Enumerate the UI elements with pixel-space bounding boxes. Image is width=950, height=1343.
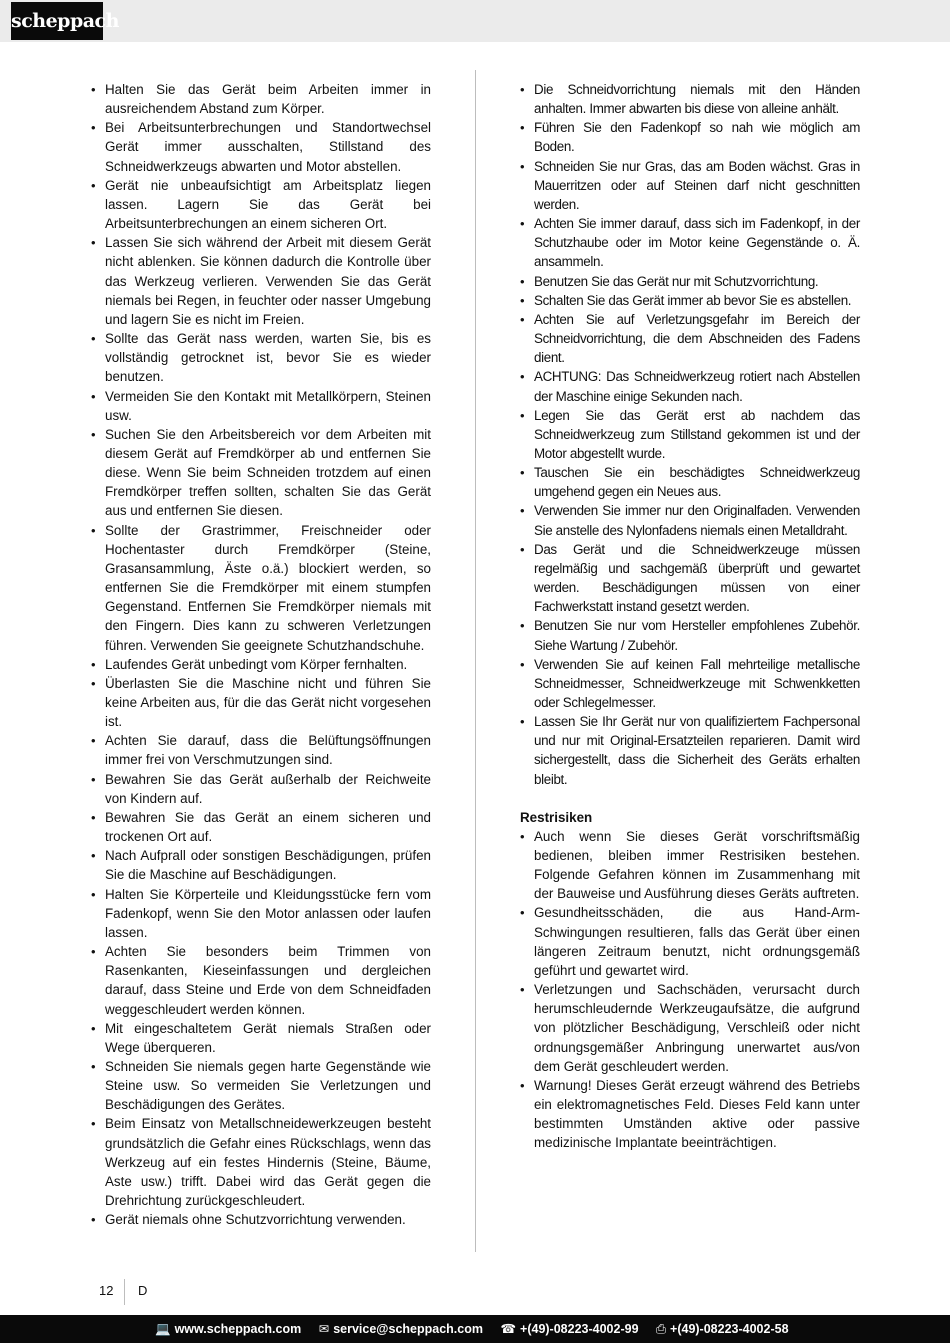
list-item: • Sollte der Grastrimmer, Freischneider oder Hochentaster durch Fremdkörper (Steine, Grasansammlung, Äste o.ä.) blockiert werden, so entfernen Sie die Fremdkörper mit einem stumpfen Gegenstand. Entfernen Sie Fremdkörper niemals mit den Fingern. Dies kann zu schweren Verletzungen führen. Verwenden Sie geeignete Schutzhandschuhe. [90, 521, 431, 655]
list-item: • Schneiden Sie niemals gegen harte Gegenstände wie Steine usw. So vermeiden Sie Verletzungen und Beschädigungen des Gerätes. [90, 1057, 431, 1114]
list-item: • Sollte das Gerät nass werden, warten Sie, bis es vollständig getrocknet ist, bevor Sie es wieder benutzen. [90, 329, 431, 386]
left-column [90, 80, 431, 1229]
fax-icon: ⎙ [656, 1322, 667, 1336]
safety-list-left [90, 80, 431, 1229]
list-item: • Tauschen Sie ein beschädigtes Schneidwerkzeug umgehend gegen ein Neues aus. [519, 463, 860, 501]
list-item: • Gesundheitsschäden, die aus Hand-Arm-Schwingungen resultieren, falls das Gerät über einen längeren Zeitraum benutzt, nicht ordnungsgemäß geführt und gewartet wird. [519, 903, 860, 980]
footer-email[interactable] [319, 1315, 483, 1343]
page-number-divider [124, 1279, 125, 1305]
list-item: • Beim Einsatz von Metallschneidewerkzeugen besteht grundsätzlich die Gefahr eines Rückschlags, wenn das Werkzeug auf ein festes Hindernis (Steine, Bäume, Aste usw.) trifft. Dabei wird das Gerät gegen die Drehrichtung zurückgeschleudert. [90, 1114, 431, 1210]
list-item: • Die Schneidvorrichtung niemals mit den Händen anhalten. Immer abwarten bis diese von alleine anhält. [519, 80, 860, 118]
page-number: 12 [99, 1283, 114, 1298]
list-item: • Nach Aufprall oder sonstigen Beschädigungen, prüfen Sie die Maschine auf Beschädigungen. [90, 846, 431, 884]
list-item: • Bewahren Sie das Gerät an einem sicheren und trockenen Ort auf. [90, 808, 431, 846]
list-item: • Suchen Sie den Arbeitsbereich vor dem Arbeiten mit diesem Gerät auf Fremdkörper ab und entfernen Sie diese. Wenn Sie beim Schneiden trotzdem auf einen Fremdkörper treffen sollten, schalten Sie das Gerät aus und entfernen Sie diesen. [90, 425, 431, 521]
list-item: • Vermeiden Sie den Kontakt mit Metallkörpern, Steinen usw. [90, 387, 431, 425]
top-bar [0, 0, 950, 42]
footer-fax [656, 1315, 789, 1343]
phone-number: +(49)-08223-4002-99 [520, 1322, 639, 1336]
list-item: • Mit eingeschaltetem Gerät niemals Straßen oder Wege überqueren. [90, 1019, 431, 1057]
list-item: • Gerät niemals ohne Schutzvorrichtung verwenden. [90, 1210, 431, 1229]
email-link[interactable]: service@scheppach.com [333, 1322, 483, 1336]
footer-phone [500, 1315, 638, 1343]
section-heading-restrisiken: Restrisiken [520, 809, 593, 825]
list-item: • Benutzen Sie das Gerät nur mit Schutzvorrichtung. [519, 272, 860, 291]
list-item: • Achten Sie immer darauf, dass sich im Fadenkopf, in der Schutzhaube oder im Motor keine Gegenstände o. Ä. ansammeln. [519, 214, 860, 271]
residual-risks-list [519, 827, 860, 1153]
list-item: • Verletzungen und Sachschäden, verursacht durch herumschleudernde Werkzeugaufsätze, die aufgrund von plötzlicher Beschädigung, Verschleiß oder nicht ordnungsgemäßer Anbringung unerwartet aus/von dem Gerät geschleudert werden. [519, 980, 860, 1076]
right-column [519, 80, 860, 1152]
column-divider [475, 70, 476, 1252]
computer-icon: 💻 [155, 1322, 171, 1336]
fax-number: +(49)-08223-4002-58 [670, 1322, 789, 1336]
footer-website[interactable] [155, 1315, 301, 1343]
list-item: • Verwenden Sie auf keinen Fall mehrteilige metallische Schneidmesser, Schneidwerkzeuge mit Schwenkketten oder Schlegelmesser. [519, 655, 860, 712]
list-item: • Lassen Sie sich während der Arbeit mit diesem Gerät nicht ablenken. Sie können dadurch die Kontrolle über das Werkzeug verlieren. Verwenden Sie das Gerät niemals bei Regen, in feuchter oder nasser Umgebung und lagern Sie es nicht im Freien. [90, 233, 431, 329]
list-item: • Verwenden Sie immer nur den Originalfaden. Verwenden Sie anstelle des Nylonfadens niemals einen Metalldraht. [519, 501, 860, 539]
list-item: • Achten Sie besonders beim Trimmen von Rasenkanten, Kieseinfassungen und dergleichen darauf, dass Steine und Erde von dem Schneidfaden weggeschleudert werden können. [90, 942, 431, 1019]
safety-list-right [519, 80, 860, 789]
scheppach-logo: scheppach [11, 2, 103, 40]
website-link[interactable]: www.scheppach.com [174, 1322, 302, 1336]
list-item: • Auch wenn Sie dieses Gerät vorschriftsmäßig bedienen, bleiben immer Restrisiken bestehen. Folgende Gefahren können im Zusammenhang mit der Bauweise und Ausführung dieses Geräts auftreten. [519, 827, 860, 904]
phone-icon: ☎ [500, 1322, 517, 1336]
list-item: • Führen Sie den Fadenkopf so nah wie möglich am Boden. [519, 118, 860, 156]
list-item: • Lassen Sie Ihr Gerät nur von qualifiziertem Fachpersonal und nur mit Original-Ersatzteilen reparieren. Damit wird sichergestellt, dass die Sicherheit des Geräts erhalten bleibt. [519, 712, 860, 789]
list-item: • Schneiden Sie nur Gras, das am Boden wächst. Gras in Mauerritzen oder auf Steinen darf nicht geschnitten werden. [519, 157, 860, 214]
footer-bar [0, 1315, 950, 1343]
list-item: • ACHTUNG: Das Schneidwerkzeug rotiert nach Abstellen der Maschine einige Sekunden nach. [519, 367, 860, 405]
list-item: • Halten Sie das Gerät beim Arbeiten immer in ausreichendem Abstand zum Körper. [90, 80, 431, 118]
list-item: • Benutzen Sie nur vom Hersteller empfohlenes Zubehör. Siehe Wartung / Zubehör. [519, 616, 860, 654]
list-item: • Überlasten Sie die Maschine nicht und führen Sie keine Arbeiten aus, für die das Gerät nicht vorgesehen ist. [90, 674, 431, 731]
list-item: • Achten Sie darauf, dass die Belüftungsöffnungen immer frei von Verschmutzungen sind. [90, 731, 431, 769]
language-code: D [138, 1283, 148, 1298]
list-item: • Warnung! Dieses Gerät erzeugt während des Betriebs ein elektromagnetisches Feld. Dieses Feld kann unter bestimmten Umständen aktive oder passive medizinische Implantate beeinträchtigen. [519, 1076, 860, 1153]
list-item: • Schalten Sie das Gerät immer ab bevor Sie es abstellen. [519, 291, 860, 310]
list-item: • Achten Sie auf Verletzungsgefahr im Bereich der Schneidvorrichtung, die dem Abschneiden des Fadens dient. [519, 310, 860, 367]
list-item: • Laufendes Gerät unbedingt vom Körper fernhalten. [90, 655, 431, 674]
list-item: • Legen Sie das Gerät erst ab nachdem das Schneidwerkzeug zum Stillstand gekommen ist und der Motor abgestellt wurde. [519, 406, 860, 463]
list-item: • Bewahren Sie das Gerät außerhalb der Reichweite von Kindern auf. [90, 770, 431, 808]
list-item: • Gerät nie unbeaufsichtigt am Arbeitsplatz liegen lassen. Lagern Sie das Gerät bei Arbeitsunterbrechungen an einem sicheren Ort. [90, 176, 431, 233]
list-item: • Halten Sie Körperteile und Kleidungsstücke fern vom Fadenkopf, wenn Sie den Motor anlassen oder laufen lassen. [90, 885, 431, 942]
mail-icon: ✉ [318, 1322, 330, 1336]
list-item: • Bei Arbeitsunterbrechungen und Standortwechsel Gerät immer ausschalten, Stillstand des Schneidwerkzeugs abwarten und Motor abstellen. [90, 118, 431, 175]
list-item: • Das Gerät und die Schneidwerkzeuge müssen regelmäßig und sachgemäß überprüft und gewartet werden. Beschädigungen müssen von einer Fachwerkstatt instand gesetzt werden. [519, 540, 860, 617]
